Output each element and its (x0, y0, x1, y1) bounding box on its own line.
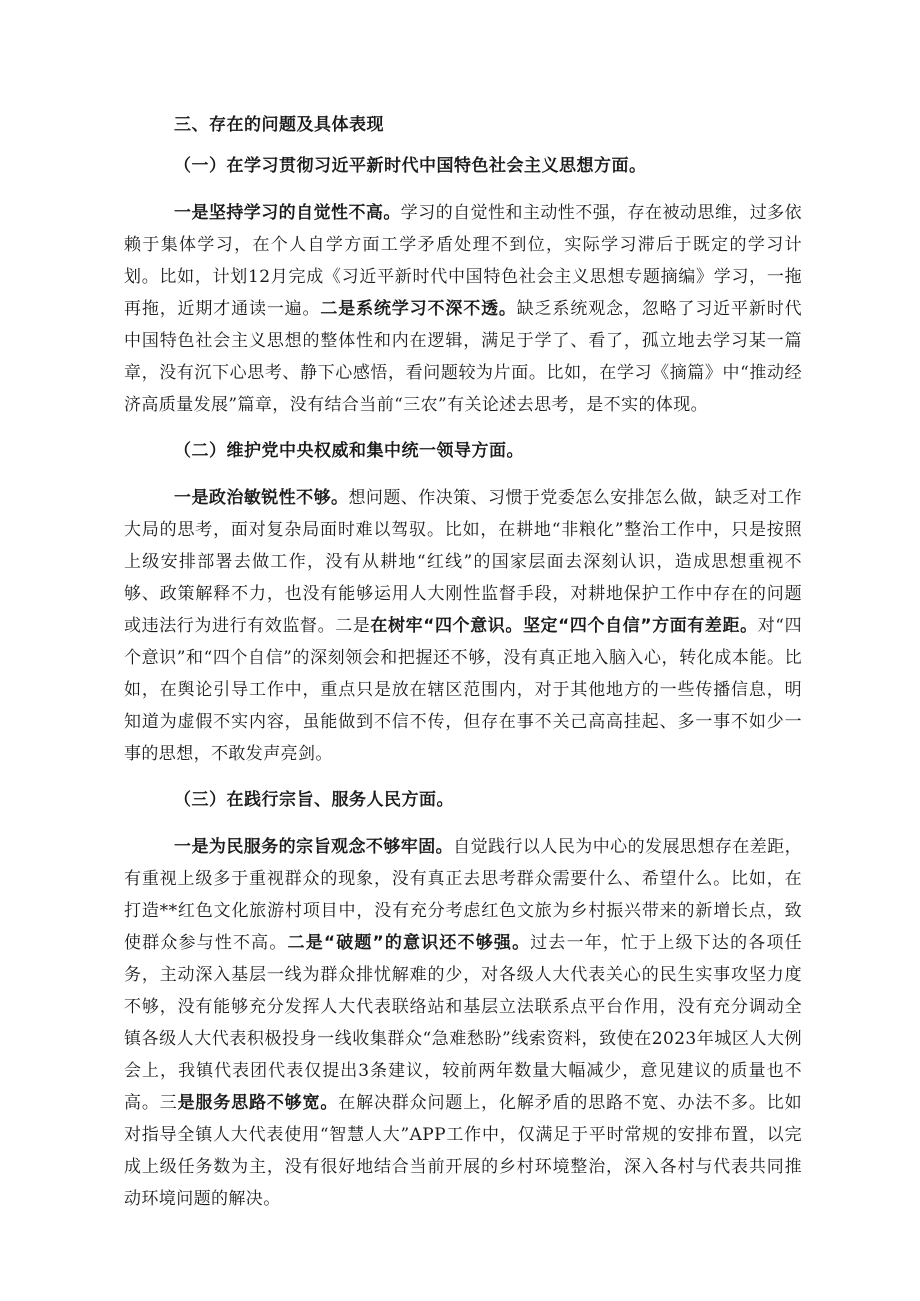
bold-phrase: 二是“破题”的意识还不够强。 (287, 933, 531, 953)
bold-phrase: 一是政治敏锐性不够。 (174, 488, 349, 508)
body-text: 想问题、作决策、习惯于党委怎么安排怎么做，缺乏对工作大局的思考，面对复杂局面时难以驾驭。比如，在耕地“非粮化”整治工作中，只是按照上级安排部署去做工作，没有从耕地“红线”的国家层面去深刻认识，造成思想重视不够、政策解释不力，也没有能够运用人大刚性监督手段，对耕地保护工作中存在的问题或违法行为进行有效监督。二是 (124, 488, 803, 636)
bold-phrase: 二是系统学习不深不透。 (320, 299, 517, 319)
paragraph-1 (124, 197, 802, 421)
bold-phrase: 一是坚持学习的自觉性不高。 (174, 203, 401, 223)
body-text: 在解决群众问题上，化解矛盾的思路不宽、办法不多。比如对指导全镇人大代表使用“智慧人大”APP工作中，仅满足于平时常规的安排布置，以完成上级任务数为主，没有很好地结合当前开展的乡村环境整治，深入各村与代表共同推动环境问题的解决。 (124, 1093, 802, 1209)
body-text: 学习的自觉性和主动性不强，存在被动思维，过多依赖于集体学习，在个人自学方面工学矛盾处理不到位，实际学习滞后于既定的学习计划。比如，计划12月完成《习近平新时代中国特色社会主义思想专题摘编》学习，一拖再拖，近期才通读一遍。 (124, 203, 802, 319)
section-heading: 三、存在的问题及具体表现 (174, 115, 384, 135)
paragraph-3 (124, 831, 802, 1215)
body-text: 过去一年，忙于上级下达的各项任务，主动深入基层一线为群众排忧解难的少，对各级人大代表关心的民生实事攻坚力度不够，没有能够充分发挥人大代表联络站和基层立法联系点平台作用，没有充分调动全镇各级人大代表积极投身一线收集群众“急难愁盼”线索资料，致使在2023年城区人大例会上，我镇代表团代表仅提出3条建议，较前两年数量大幅减少，意见建议的质量也不高。三 (124, 933, 803, 1113)
bold-phrase: 一是为民服务的宗旨观念不够牢固。 (174, 837, 454, 857)
body-text: 自觉践行以人民为中心的发展思想存在差距，有重视上级多于重视群众的现象，没有真正去思考群众需要什么、希望什么。比如，在打造**红色文化旅游村项目中，没有充分考虑红色文旅为乡村振兴带来的新增长点，致使群众参与性不高。 (124, 837, 803, 953)
bold-phrase: 在树牢“四个意识。坚定“四个自信”方面有差距。 (370, 616, 758, 636)
bold-phrase: 是服务思路不够宽。 (177, 1093, 339, 1113)
subsection-title-1: （一）在学习贯彻习近平新时代中国特色社会主义思想方面。 (174, 156, 647, 176)
subsection-title-3: （三）在践行宗旨、服务人民方面。 (174, 790, 454, 810)
body-text: 缺乏系统观念，忽略了习近平新时代中国特色社会主义思想的整体性和内在逻辑，满足于学了、看了，孤立地去学习某一篇章，没有沉下心思考、静下心感悟，看问题较为片面。比如，在学习《摘篇》中“推动经济高质量发展”篇章，没有结合当前“三农”有关论述去思考，是不实的体现。 (124, 299, 802, 415)
body-text: 对“四个意识”和“四个自信”的深刻领会和把握还不够，没有真正地入脑入心，转化成本能。比如，在舆论引导工作中，重点只是放在辖区范围内，对于其他地方的一些传播信息，明知道为虚假不实内容，虽能做到不信不传，但存在事不关己高高挂起、多一事不如少一事的思想，不敢发声亮剑。 (124, 616, 802, 764)
subsection-title-2: （二）维护党中央权威和集中统一领导方面。 (174, 441, 524, 461)
paragraph-2 (124, 482, 802, 770)
